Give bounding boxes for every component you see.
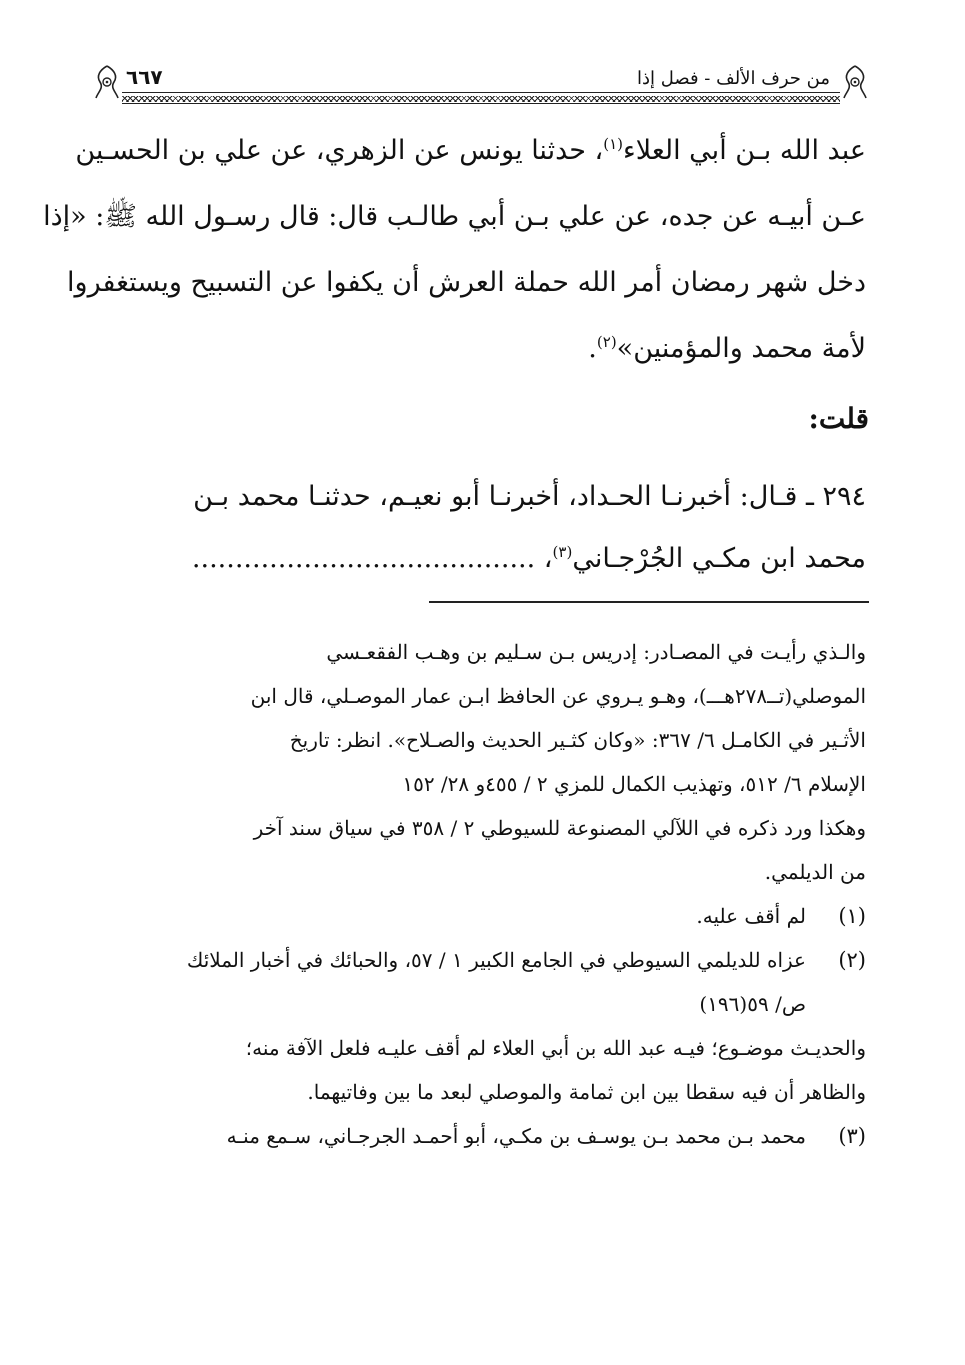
footnote-marker-1: (١): [603, 135, 624, 153]
footnote-3: [96, 1114, 866, 1158]
page-number: ٦٦٧: [126, 65, 163, 89]
footnote-2-mark: (٢): [838, 948, 866, 972]
footnote-1-mark: (١): [838, 904, 866, 928]
header-pattern-band: [122, 96, 840, 102]
body-line-4: لأمة محمد والمؤمنين»$^{(٢)}$.: [588, 333, 866, 364]
section-heading: قلت:: [808, 402, 869, 435]
footnote-prev-line: الأثـير في الكامـل ٦/ ٣٦٧: «وكان كثـير الحديث والصـلاح». انظر: تاريخ: [289, 728, 866, 752]
footnote-prev-line: الإسلام ٦/ ٥١٢، وتهذيب الكمال للمزي ٢ / ٤٥٥و ٢٨/ ١٥٢: [402, 772, 866, 796]
footnote-marker-2: (٢): [596, 333, 617, 351]
footnote-2-line-2: [96, 982, 866, 1026]
footnote-prev-line: وهكذا ورد ذكره في اللآلي المصنوعة للسيوطي ٢ / ٣٥٨ في سياق سند آخر: [253, 816, 866, 840]
footnote-prev-line: والـذي رأيـت في المصـادر: إدريس بـن سـليم بن وهـب الفقعـسي: [326, 640, 866, 664]
body-line-3: دخل شهر رمضان أمر الله حملة العرش أن يكفوا عن التسبيح ويستغفروا: [67, 267, 866, 298]
footnote-2-comment: والحديـث موضـوع؛ فيـه عبد الله بن أبي العلاء لم أقف عليـه فلعل الآفة منه؛: [245, 1036, 866, 1060]
footnote-1-text: لم أقف عليه.: [696, 904, 806, 928]
body-line-2: عـن أبيـه عن جده، عن علي بـن أبي طالـب قال: قال رسـول الله ﷺ: «إذا: [43, 201, 866, 232]
footnote-3-text: محمد بـن محمد بـن يوسـف بن مكـي، أبو أحمـد الجرجـاني، سـمع منـه: [226, 1124, 806, 1148]
main-text-block: [43, 118, 866, 382]
para2-line-2: محمد ابن مكـي الجُرْجـاني$^{(٣)}$، ........................................: [191, 543, 866, 574]
header-ornament-right-icon: [840, 62, 870, 102]
footnote-prev-line: من الديلمي.: [764, 860, 866, 884]
header-rule: [122, 92, 840, 93]
footnote-marker-3: (٣): [552, 543, 573, 561]
footnote-separator: [429, 601, 869, 603]
footnote-prev-line: الموصلي(تــ٢٧٨هـــ)، وهـو يـروي عن الحافظ ابـن عمار الموصـلي، قال ابن: [250, 684, 866, 708]
hadith-294-block: [96, 466, 866, 590]
para2-line-1: ٢٩٤ ـ قـال: أخبرنـا الحـداد، أخبرنـا أبو نعيـم، حدثنـا محمد بـن: [193, 481, 866, 512]
footnote-2-comment: والظاهر أن فيه سقطا بين ابن ثمامة والموصلي لبعد ما بين وفاتيهما.: [307, 1080, 866, 1104]
body-line-1: عبد الله بـن أبي العلاء$^{(١)}$، حدثنا يونس عن الزهري، عن علي بن الحسـين: [75, 135, 866, 166]
header-rule-bottom: [122, 103, 840, 104]
header-ornament-left-icon: [92, 62, 122, 102]
footnote-3-mark: (٣): [838, 1124, 866, 1148]
footnote-1: [96, 894, 866, 938]
footnote-2-text: ص/ ٥٩(١٩٦): [699, 992, 806, 1016]
running-header-title: من حرف الألف - فصل إذا: [637, 68, 830, 89]
footnote-2-text: عزاه للديلمي السيوطي في الجامع الكبير ١ / ٥٧، والحبائك في أخبار الملائك: [186, 948, 806, 972]
footnote-2: [96, 938, 866, 982]
page-header: [92, 62, 870, 106]
footnotes-block: [96, 630, 866, 1158]
